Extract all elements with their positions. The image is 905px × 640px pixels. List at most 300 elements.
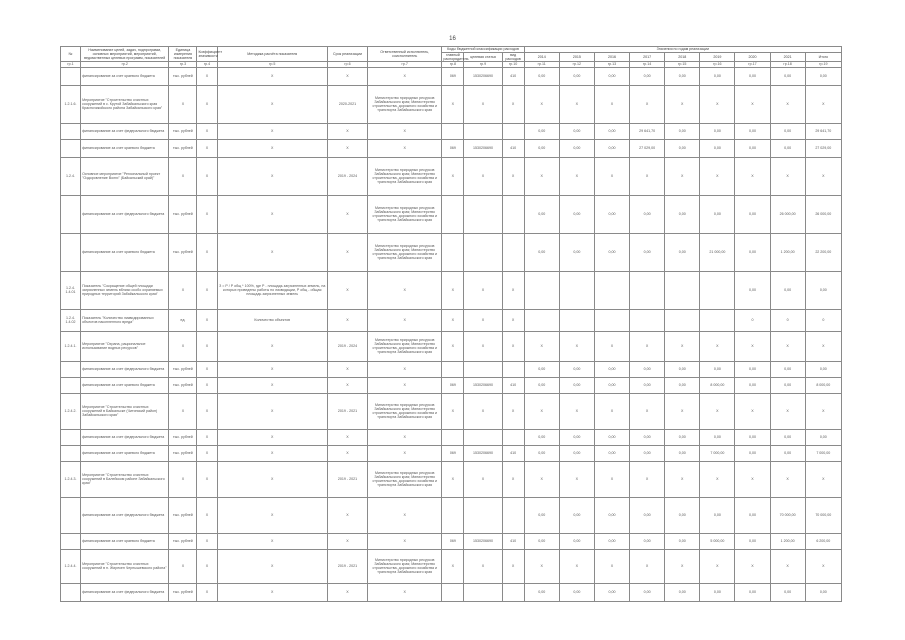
row-year-value-cell: 0,00 [770, 123, 805, 139]
row-unit-cell: тыс. рублей [169, 377, 197, 393]
row-year-value-cell [630, 271, 665, 309]
row-year-value-cell: 0,00 [630, 583, 665, 601]
row-kbk-article-cell: 1530206690 [464, 67, 502, 85]
row-year-value-cell: 0,00 [594, 583, 629, 601]
row-year-value-cell: 0,00 [630, 497, 665, 533]
row-number-cell: 1.2.4.4. [61, 549, 81, 583]
row-year-value-cell [665, 271, 700, 309]
row-executor-cell: Х [368, 139, 442, 157]
row-kbk-type-cell [502, 361, 524, 377]
row-year-value-cell: Х [594, 393, 629, 429]
column-number-cell: гр.15 [665, 62, 700, 67]
row-year-value-cell: 0,00 [630, 361, 665, 377]
row-year-value-cell [524, 271, 559, 309]
row-unit-cell: Х [169, 85, 197, 123]
row-method-cell: Х [217, 361, 327, 377]
row-executor-cell: Х [368, 497, 442, 533]
row-year-value-cell: 0,00 [770, 361, 805, 377]
row-year-value-cell: 0,00 [700, 361, 735, 377]
row-year-value-cell: Х [770, 157, 805, 195]
row-year-value-cell: 0,00 [559, 429, 594, 445]
row-year-value-cell: 0,00 [700, 67, 735, 85]
header-year: 2016 [594, 53, 629, 62]
row-total-cell: 27 029,00 [805, 139, 841, 157]
row-kbk-type-cell [502, 497, 524, 533]
row-period-cell: Х [327, 377, 367, 393]
row-coef-cell: Х [197, 377, 217, 393]
row-name-cell: Показатель "Количество ликвидированных объектов накопленного вреда" [81, 309, 169, 331]
row-year-value-cell: 0,00 [524, 139, 559, 157]
table-row [61, 85, 842, 123]
row-year-value-cell: 0,00 [630, 445, 665, 461]
row-period-cell: Х [327, 233, 367, 271]
row-total-cell: 0 [805, 309, 841, 331]
row-kbk-gr-cell: 069 [442, 533, 464, 549]
row-number-cell [61, 533, 81, 549]
row-method-cell: Х [217, 549, 327, 583]
row-executor-cell: Х [368, 377, 442, 393]
table-row [61, 583, 842, 601]
table-row [61, 461, 842, 497]
row-year-value-cell: Х [665, 331, 700, 361]
row-coef-cell: Х [197, 139, 217, 157]
column-number-cell: гр.16 [700, 62, 735, 67]
row-year-value-cell: 0,00 [735, 361, 770, 377]
row-year-value-cell: 0,00 [524, 195, 559, 233]
row-year-value-cell: 0,00 [665, 67, 700, 85]
row-year-value-cell: 0,00 [594, 445, 629, 461]
row-year-value-cell: 0,00 [665, 445, 700, 461]
row-year-value-cell: 0,00 [630, 377, 665, 393]
row-year-value-cell: 0,00 [524, 445, 559, 461]
row-number-cell: 1.2.4. [61, 157, 81, 195]
row-year-value-cell: 0,00 [594, 497, 629, 533]
row-coef-cell: Х [197, 429, 217, 445]
row-year-value-cell: 0,00 [594, 233, 629, 271]
row-kbk-type-cell: Х [502, 331, 524, 361]
row-name-cell: Основное мероприятие "Региональный проект "Оздоровление Волги" (Байкальский край)" [81, 157, 169, 195]
row-method-cell: Х [217, 157, 327, 195]
row-kbk-article-cell: 1530206690 [464, 139, 502, 157]
row-method-cell: Х [217, 123, 327, 139]
row-method-cell: Х [217, 195, 327, 233]
row-year-value-cell: Х [770, 331, 805, 361]
row-year-value-cell [594, 309, 629, 331]
row-kbk-article-cell: Х [464, 461, 502, 497]
header-executor: Ответственный исполнитель, соисполнитель [368, 47, 442, 62]
row-year-value-cell: 0,00 [559, 233, 594, 271]
row-year-value-cell: Х [630, 157, 665, 195]
row-year-value-cell: Х [594, 461, 629, 497]
column-number-cell: гр.2 [81, 62, 169, 67]
row-year-value-cell: 5 000,00 [700, 533, 735, 549]
row-kbk-type-cell: 410 [502, 139, 524, 157]
column-number-cell: гр.7 [368, 62, 442, 67]
row-method-cell: Х [217, 377, 327, 393]
row-year-value-cell: 0,00 [524, 497, 559, 533]
row-executor-cell: Х [368, 445, 442, 461]
row-kbk-gr-cell: 069 [442, 377, 464, 393]
row-method-cell: Х [217, 85, 327, 123]
row-year-value-cell: 0,00 [735, 123, 770, 139]
row-kbk-gr-cell: Х [442, 331, 464, 361]
row-executor-cell: Министерство природных ресурсов Забайкальского края; Министерство строительства, дорожного хозяйства и транспорта Забайкальского края [368, 195, 442, 233]
row-coef-cell: Х [197, 233, 217, 271]
row-unit-cell: тыс. рублей [169, 583, 197, 601]
column-number-cell: гр.11 [524, 62, 559, 67]
row-year-value-cell: 0,00 [770, 583, 805, 601]
row-kbk-gr-cell: Х [442, 85, 464, 123]
row-year-value-cell [594, 271, 629, 309]
row-year-value-cell [559, 271, 594, 309]
row-year-value-cell: 0,00 [770, 429, 805, 445]
row-kbk-type-cell: Х [502, 309, 524, 331]
row-coef-cell: Х [197, 445, 217, 461]
row-year-value-cell: 0,00 [735, 271, 770, 309]
row-year-value-cell: Х [630, 549, 665, 583]
row-year-value-cell: 1 200,00 [770, 533, 805, 549]
row-number-cell [61, 139, 81, 157]
row-year-value-cell: 0,00 [770, 445, 805, 461]
row-period-cell: Х [327, 271, 367, 309]
row-name-cell: Мероприятие "Строительство очистных сооружений в п. Жирекен Чернышевского района" [81, 549, 169, 583]
row-year-value-cell: 8 000,00 [700, 377, 735, 393]
row-kbk-gr-cell: Х [442, 549, 464, 583]
row-kbk-type-cell [502, 123, 524, 139]
row-year-value-cell: 27 029,00 [630, 139, 665, 157]
row-name-cell: Мероприятие "Строительство очистных сооружений в Балейском районе Забайкальского края" [81, 461, 169, 497]
table-row [61, 445, 842, 461]
row-year-value-cell: Х [559, 85, 594, 123]
row-year-value-cell: Х [630, 393, 665, 429]
column-number-cell: гр.5 [217, 62, 327, 67]
row-year-value-cell: 29 641,70 [630, 123, 665, 139]
row-year-value-cell: 0,00 [770, 377, 805, 393]
row-year-value-cell: Х [524, 461, 559, 497]
header-kbk-group: Коды бюджетной классификации расходов [442, 47, 524, 53]
row-kbk-article-cell: 1530206690 [464, 533, 502, 549]
row-number-cell [61, 67, 81, 85]
row-name-cell: финансирование за счет краевого бюджета [81, 139, 169, 157]
header-name: Наименование целей, задач, подпрограмм, основных мероприятий, мероприятий, ведомственных целевых программ, показателей [81, 47, 169, 62]
row-kbk-type-cell [502, 195, 524, 233]
table-row [61, 233, 842, 271]
row-year-value-cell: 21 000,00 [700, 233, 735, 271]
row-total-cell: Х [805, 157, 841, 195]
row-kbk-article-cell: Х [464, 157, 502, 195]
column-number-cell: гр.17 [735, 62, 770, 67]
row-name-cell: финансирование за счет федерального бюджета [81, 123, 169, 139]
row-coef-cell: Х [197, 583, 217, 601]
row-year-value-cell: Х [524, 393, 559, 429]
row-unit-cell: тыс. рублей [169, 195, 197, 233]
row-total-cell: Х [805, 461, 841, 497]
row-year-value-cell: Х [559, 157, 594, 195]
column-number-cell: гр.6 [327, 62, 367, 67]
header-period: Срок реализации [327, 47, 367, 62]
row-year-value-cell: 0,00 [770, 139, 805, 157]
row-year-value-cell: Х [665, 85, 700, 123]
row-kbk-gr-cell: Х [442, 309, 464, 331]
row-year-value-cell: Х [524, 331, 559, 361]
table-row [61, 195, 842, 233]
row-year-value-cell: 0,00 [665, 377, 700, 393]
row-method-cell: Х [217, 497, 327, 533]
row-unit-cell: тыс. рублей [169, 233, 197, 271]
row-year-value-cell: 0,00 [630, 533, 665, 549]
row-number-cell: 1.2.4. 1.4.01 [61, 271, 81, 309]
row-executor-cell: Министерство природных ресурсов Забайкальского края; Министерство строительства, дорожного хозяйства и транспорта Забайкальского края [368, 331, 442, 361]
row-year-value-cell: Х [594, 85, 629, 123]
page-number: 16 [449, 36, 456, 42]
row-executor-cell: Х [368, 361, 442, 377]
header-kbk-col: вид расходов [502, 53, 524, 62]
row-year-value-cell: 0,00 [630, 195, 665, 233]
row-coef-cell: Х [197, 533, 217, 549]
row-year-value-cell: Х [559, 393, 594, 429]
row-year-value-cell: 0,00 [735, 139, 770, 157]
row-year-value-cell: 0,00 [735, 429, 770, 445]
header-year: 2018 [665, 53, 700, 62]
row-period-cell: 2020-2021 [327, 85, 367, 123]
row-unit-cell: Х [169, 157, 197, 195]
row-year-value-cell: 0,00 [735, 497, 770, 533]
row-year-value-cell: Х [665, 549, 700, 583]
row-kbk-gr-cell [442, 429, 464, 445]
row-name-cell: финансирование за счет федерального бюджета [81, 497, 169, 533]
row-year-value-cell: Х [700, 461, 735, 497]
row-year-value-cell: Х [594, 157, 629, 195]
row-year-value-cell: Х [524, 549, 559, 583]
row-year-value-cell: Х [700, 549, 735, 583]
row-method-cell: Х [217, 461, 327, 497]
table-row [61, 157, 842, 195]
row-year-value-cell: 0,00 [665, 533, 700, 549]
row-year-value-cell: 0 [735, 309, 770, 331]
row-executor-cell: Министерство природных ресурсов Забайкальского края; Министерство строительства, дорожного хозяйства и транспорта Забайкальского края [368, 393, 442, 429]
row-kbk-article-cell: Х [464, 271, 502, 309]
row-year-value-cell: Х [700, 85, 735, 123]
row-year-value-cell: 70 000,00 [770, 497, 805, 533]
row-kbk-article-cell [464, 233, 502, 271]
row-coef-cell: Х [197, 157, 217, 195]
row-total-cell: 22 200,00 [805, 233, 841, 271]
table-body [61, 67, 842, 601]
row-coef-cell: Х [197, 309, 217, 331]
row-executor-cell: Министерство природных ресурсов Забайкальского края; Министерство строительства, дорожного хозяйства и транспорта Забайкальского края [368, 461, 442, 497]
table-row [61, 549, 842, 583]
row-unit-cell: тыс. рублей [169, 429, 197, 445]
row-year-value-cell: Х [559, 331, 594, 361]
row-year-value-cell [700, 271, 735, 309]
row-name-cell: финансирование за счет федерального бюджета [81, 583, 169, 601]
row-year-value-cell: Х [524, 85, 559, 123]
row-coef-cell: Х [197, 361, 217, 377]
row-period-cell: Х [327, 583, 367, 601]
row-year-value-cell: 0,00 [594, 195, 629, 233]
row-year-value-cell: Х [524, 157, 559, 195]
row-year-value-cell: 0,00 [735, 67, 770, 85]
row-number-cell [61, 497, 81, 533]
row-kbk-article-cell: Х [464, 549, 502, 583]
row-year-value-cell: Х [770, 461, 805, 497]
row-year-value-cell: 0,00 [559, 377, 594, 393]
row-year-value-cell: 0,00 [524, 361, 559, 377]
header-kbk-col: главный распорядитель [443, 53, 469, 62]
row-year-value-cell: 0,00 [594, 139, 629, 157]
row-year-value-cell: 0,00 [524, 533, 559, 549]
row-year-value-cell [665, 309, 700, 331]
row-total-cell: 29 641,70 [805, 123, 841, 139]
row-method-cell: Х [217, 583, 327, 601]
row-period-cell: 2019 - 2021 [327, 393, 367, 429]
row-year-value-cell: Х [770, 549, 805, 583]
table-row [61, 271, 842, 309]
row-total-cell: 7 000,00 [805, 445, 841, 461]
row-unit-cell: Х [169, 549, 197, 583]
row-year-value-cell: 0,00 [700, 195, 735, 233]
row-method-cell: Х [217, 331, 327, 361]
row-number-cell [61, 583, 81, 601]
row-kbk-gr-cell: Х [442, 393, 464, 429]
table-row [61, 377, 842, 393]
row-year-value-cell: 0,00 [665, 139, 700, 157]
row-year-value-cell: Х [700, 393, 735, 429]
row-total-cell: 0,00 [805, 271, 841, 309]
row-coef-cell: Х [197, 195, 217, 233]
row-year-value-cell: 0,00 [559, 139, 594, 157]
row-method-cell: Х [217, 445, 327, 461]
row-kbk-type-cell [502, 429, 524, 445]
row-year-value-cell: 0,00 [735, 233, 770, 271]
table-row [61, 393, 842, 429]
column-number-cell: гр.12 [559, 62, 594, 67]
row-year-value-cell: 0,00 [735, 583, 770, 601]
row-kbk-type-cell: 410 [502, 533, 524, 549]
row-unit-cell: Х [169, 331, 197, 361]
row-year-value-cell: Х [735, 157, 770, 195]
row-year-value-cell: 0,00 [559, 361, 594, 377]
row-name-cell: финансирование за счет краевого бюджета [81, 533, 169, 549]
row-kbk-type-cell: Х [502, 393, 524, 429]
row-method-cell: Количество объектов [217, 309, 327, 331]
header-years-group: Значения по годам реализации [524, 47, 841, 53]
row-kbk-gr-cell [442, 195, 464, 233]
row-year-value-cell: Х [735, 549, 770, 583]
row-kbk-type-cell [502, 233, 524, 271]
row-period-cell: 2019 - 2024 [327, 157, 367, 195]
row-year-value-cell [524, 309, 559, 331]
header-year: 2020 [735, 53, 770, 62]
table-row [61, 497, 842, 533]
row-executor-cell: Министерство природных ресурсов Забайкальского края; Министерство строительства, дорожного хозяйства и транспорта Забайкальского края [368, 549, 442, 583]
row-coef-cell: Х [197, 271, 217, 309]
row-total-cell: 0,00 [805, 67, 841, 85]
row-year-value-cell: 0,00 [665, 429, 700, 445]
column-number-cell: гр.4 [197, 62, 217, 67]
row-kbk-gr-cell [442, 123, 464, 139]
column-number-cell: гр.9 [464, 62, 502, 67]
row-period-cell: Х [327, 139, 367, 157]
row-number-cell: 1.2.4. 1.4.02 [61, 309, 81, 331]
row-total-cell: 70 000,00 [805, 497, 841, 533]
column-number-cell: гр.10 [502, 62, 524, 67]
row-year-value-cell: 0,00 [524, 583, 559, 601]
row-year-value-cell: Х [594, 331, 629, 361]
row-year-value-cell: 0,00 [735, 377, 770, 393]
row-year-value-cell [700, 309, 735, 331]
row-period-cell: Х [327, 195, 367, 233]
header-kbk-col: целевая статья [464, 53, 502, 62]
table-row [61, 123, 842, 139]
row-year-value-cell: Х [594, 549, 629, 583]
row-kbk-article-cell: 1530206690 [464, 445, 502, 461]
row-kbk-gr-cell [442, 583, 464, 601]
row-year-value-cell: 0,00 [559, 583, 594, 601]
row-year-value-cell: 0,00 [735, 533, 770, 549]
row-unit-cell: тыс. рублей [169, 67, 197, 85]
row-year-value-cell: 0,00 [524, 67, 559, 85]
row-year-value-cell: 0,00 [559, 195, 594, 233]
row-period-cell: Х [327, 67, 367, 85]
row-kbk-type-cell: Х [502, 85, 524, 123]
header-coef: Коэффициент значимости [197, 47, 217, 62]
row-kbk-gr-cell: 069 [442, 67, 464, 85]
row-number-cell [61, 123, 81, 139]
row-period-cell: Х [327, 533, 367, 549]
row-kbk-gr-cell: Х [442, 461, 464, 497]
row-year-value-cell: Х [735, 85, 770, 123]
header-year: 2021 [770, 53, 805, 62]
row-kbk-type-cell: Х [502, 271, 524, 309]
row-executor-cell: Министерство природных ресурсов Забайкальского края; Министерство строительства, дорожного хозяйства и транспорта Забайкальского края [368, 157, 442, 195]
row-unit-cell: тыс. рублей [169, 139, 197, 157]
row-kbk-gr-cell [442, 361, 464, 377]
table-row [61, 331, 842, 361]
row-total-cell: 0,00 [805, 583, 841, 601]
row-name-cell: финансирование за счет федерального бюджета [81, 361, 169, 377]
row-coef-cell: Х [197, 331, 217, 361]
row-year-value-cell: 0,00 [700, 139, 735, 157]
row-executor-cell: Х [368, 429, 442, 445]
row-executor-cell: Х [368, 309, 442, 331]
column-number-cell: гр.13 [594, 62, 629, 67]
row-year-value-cell: 0,00 [594, 67, 629, 85]
row-total-cell: 0,00 [805, 429, 841, 445]
row-kbk-gr-cell [442, 497, 464, 533]
row-period-cell: Х [327, 361, 367, 377]
row-year-value-cell: 0,00 [524, 233, 559, 271]
row-total-cell: Х [805, 393, 841, 429]
row-unit-cell: Х [169, 271, 197, 309]
row-number-cell: 1.2.4.2. [61, 393, 81, 429]
row-kbk-gr-cell: 069 [442, 139, 464, 157]
row-year-value-cell: 0,00 [665, 497, 700, 533]
row-executor-cell: Х [368, 67, 442, 85]
row-year-value-cell: Х [665, 461, 700, 497]
row-year-value-cell: 0,00 [665, 233, 700, 271]
row-total-cell: 6 200,00 [805, 533, 841, 549]
row-name-cell: финансирование за счет федерального бюджета [81, 429, 169, 445]
row-year-value-cell: 0,00 [700, 497, 735, 533]
row-name-cell: Показатель "Сокращение общей площади загрязненных земель вблизи особо охраняемых природных территорий Забайкальского края" [81, 271, 169, 309]
row-kbk-gr-cell: Х [442, 271, 464, 309]
row-name-cell: финансирование за счет краевого бюджета [81, 445, 169, 461]
header-unit: Единица измерения показателя [169, 47, 197, 62]
row-coef-cell: Х [197, 393, 217, 429]
row-period-cell: Х [327, 445, 367, 461]
table-row [61, 309, 842, 331]
